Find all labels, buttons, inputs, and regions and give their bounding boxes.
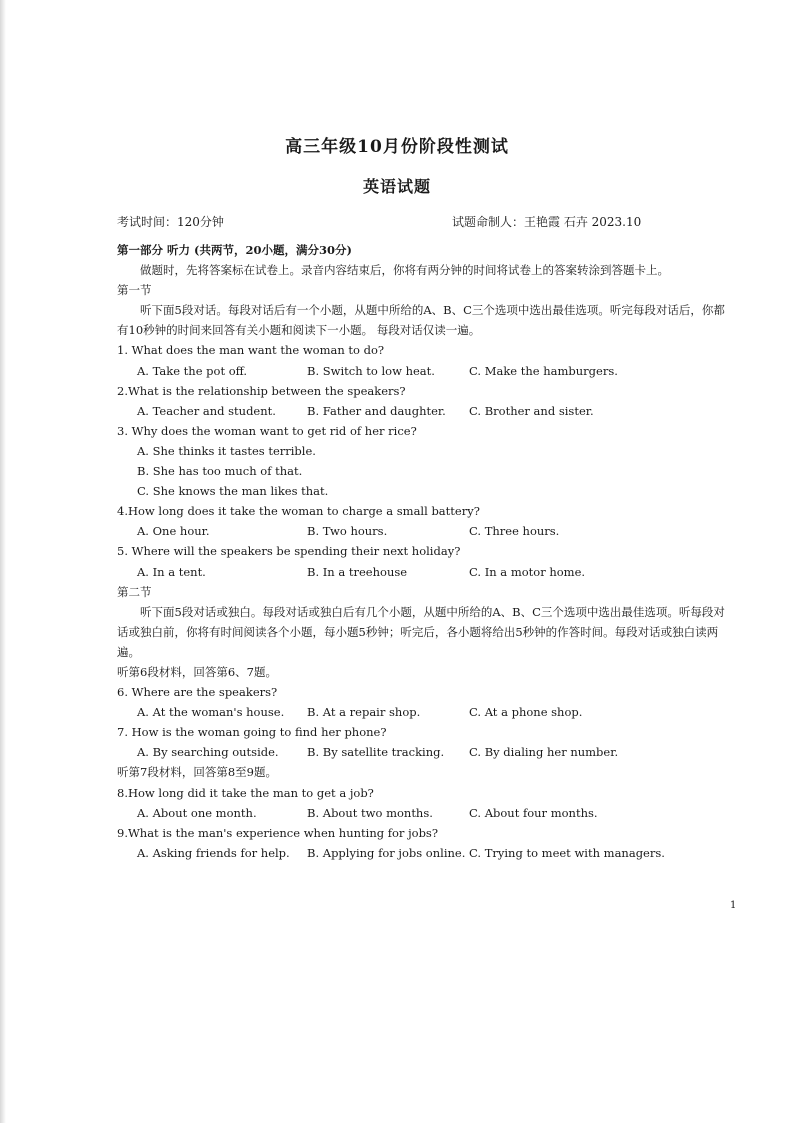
section2-heading: 第二节 bbox=[117, 584, 152, 599]
question-8-options bbox=[117, 803, 727, 823]
exam-authors: 试题命制人：王艳霞 石卉 2023.10 bbox=[452, 215, 642, 229]
option-b: B. By satellite tracking. bbox=[307, 745, 445, 760]
question-2: 2.What is the relationship between the speakers? bbox=[117, 383, 406, 398]
question-7-options bbox=[117, 742, 727, 762]
option-b: B. Applying for jobs online. bbox=[307, 845, 466, 860]
section1-heading: 第一节 bbox=[117, 283, 152, 298]
option-a: A. Teacher and student. bbox=[137, 403, 276, 418]
option-b: B. About two months. bbox=[307, 805, 433, 820]
section1-instruction: 听下面5段对话。每段对话后有一个小题，从题中所给的A、B、C三个选项中选出最佳选项。听完每段对话后，你都有10秒钟的时间来回答有关小题和阅读下一小题。 每段对话仅读一遍。 bbox=[117, 303, 725, 338]
option-b: B. She has too much of that. bbox=[137, 464, 303, 479]
question-2-options bbox=[117, 401, 727, 421]
question-8: 8.How long did it take the man to get a job? bbox=[117, 785, 374, 800]
option-c: C. In a motor home. bbox=[469, 564, 586, 579]
option-a: A. Asking friends for help. bbox=[137, 845, 290, 860]
option-a: A. In a tent. bbox=[137, 564, 206, 579]
exam-subtitle: 英语试题 bbox=[362, 177, 431, 196]
option-c: C. Brother and sister. bbox=[469, 403, 594, 418]
question-4: 4.How long does it take the woman to charge a small battery? bbox=[117, 504, 480, 519]
material-6-note: 听第6段材料，回答第6、7题。 bbox=[117, 664, 277, 679]
option-b: B. At a repair shop. bbox=[307, 705, 421, 720]
option-b: B. Switch to low heat. bbox=[307, 363, 435, 378]
question-1-options bbox=[117, 361, 727, 381]
exam-time: 考试时间：120分钟 bbox=[117, 215, 224, 229]
option-b: B. In a treehouse bbox=[307, 564, 408, 579]
question-4-options bbox=[117, 521, 727, 541]
material-7-note: 听第7段材料，回答第8至9题。 bbox=[117, 765, 277, 780]
page-number: 1 bbox=[730, 900, 737, 911]
option-b: B. Two hours. bbox=[307, 524, 388, 539]
question-6-options bbox=[117, 702, 727, 722]
question-9: 9.What is the man's experience when hunting for jobs? bbox=[117, 825, 439, 840]
option-a: A. One hour. bbox=[137, 524, 210, 539]
option-c: C. By dialing her number. bbox=[469, 745, 619, 760]
option-c: C. Make the hamburgers. bbox=[469, 363, 618, 378]
option-c: C. At a phone shop. bbox=[469, 705, 583, 720]
part1-heading: 第一部分 听力 (共两节，20小题，满分30分) bbox=[117, 243, 352, 257]
option-c: C. Trying to meet with managers. bbox=[469, 845, 665, 860]
question-3: 3. Why does the woman want to get rid of her rice? bbox=[117, 423, 417, 438]
option-a: A. About one month. bbox=[137, 805, 257, 820]
exam-title: 高三年级10月份阶段性测试 bbox=[285, 137, 509, 157]
part1-instruction: 做题时，先将答案标在试卷上。录音内容结束后，你将有两分钟的时间将试卷上的答案转涂到答题卡上。 bbox=[140, 263, 669, 278]
option-c: C. She knows the man likes that. bbox=[137, 484, 329, 499]
option-a: A. Take the pot off. bbox=[137, 363, 248, 378]
exam-content bbox=[117, 240, 727, 863]
question-6: 6. Where are the speakers? bbox=[117, 685, 278, 700]
option-a: A. By searching outside. bbox=[137, 745, 279, 760]
question-9-options bbox=[117, 843, 727, 863]
question-5-options bbox=[117, 562, 727, 582]
question-7: 7. How is the woman going to find her phone? bbox=[117, 725, 387, 740]
option-c: C. About four months. bbox=[469, 805, 598, 820]
section2-instruction: 听下面5段对话或独白。每段对话或独白后有几个小题，从题中所给的A、B、C三个选项中选出最佳选项。听每段对话或独白前，你将有时间阅读各个小题，每小题5秒钟；听完后，各小题将给出5秒钟的作答时间。每段对话或独白读两遍。 bbox=[117, 604, 725, 659]
option-a: A. She thinks it tastes terrible. bbox=[137, 443, 316, 458]
question-1: 1. What does the man want the woman to do? bbox=[117, 343, 385, 358]
option-b: B. Father and daughter. bbox=[307, 403, 446, 418]
option-c: C. Three hours. bbox=[469, 524, 560, 539]
option-a: A. At the woman's house. bbox=[137, 705, 285, 720]
question-5: 5. Where will the speakers be spending their next holiday? bbox=[117, 544, 461, 559]
